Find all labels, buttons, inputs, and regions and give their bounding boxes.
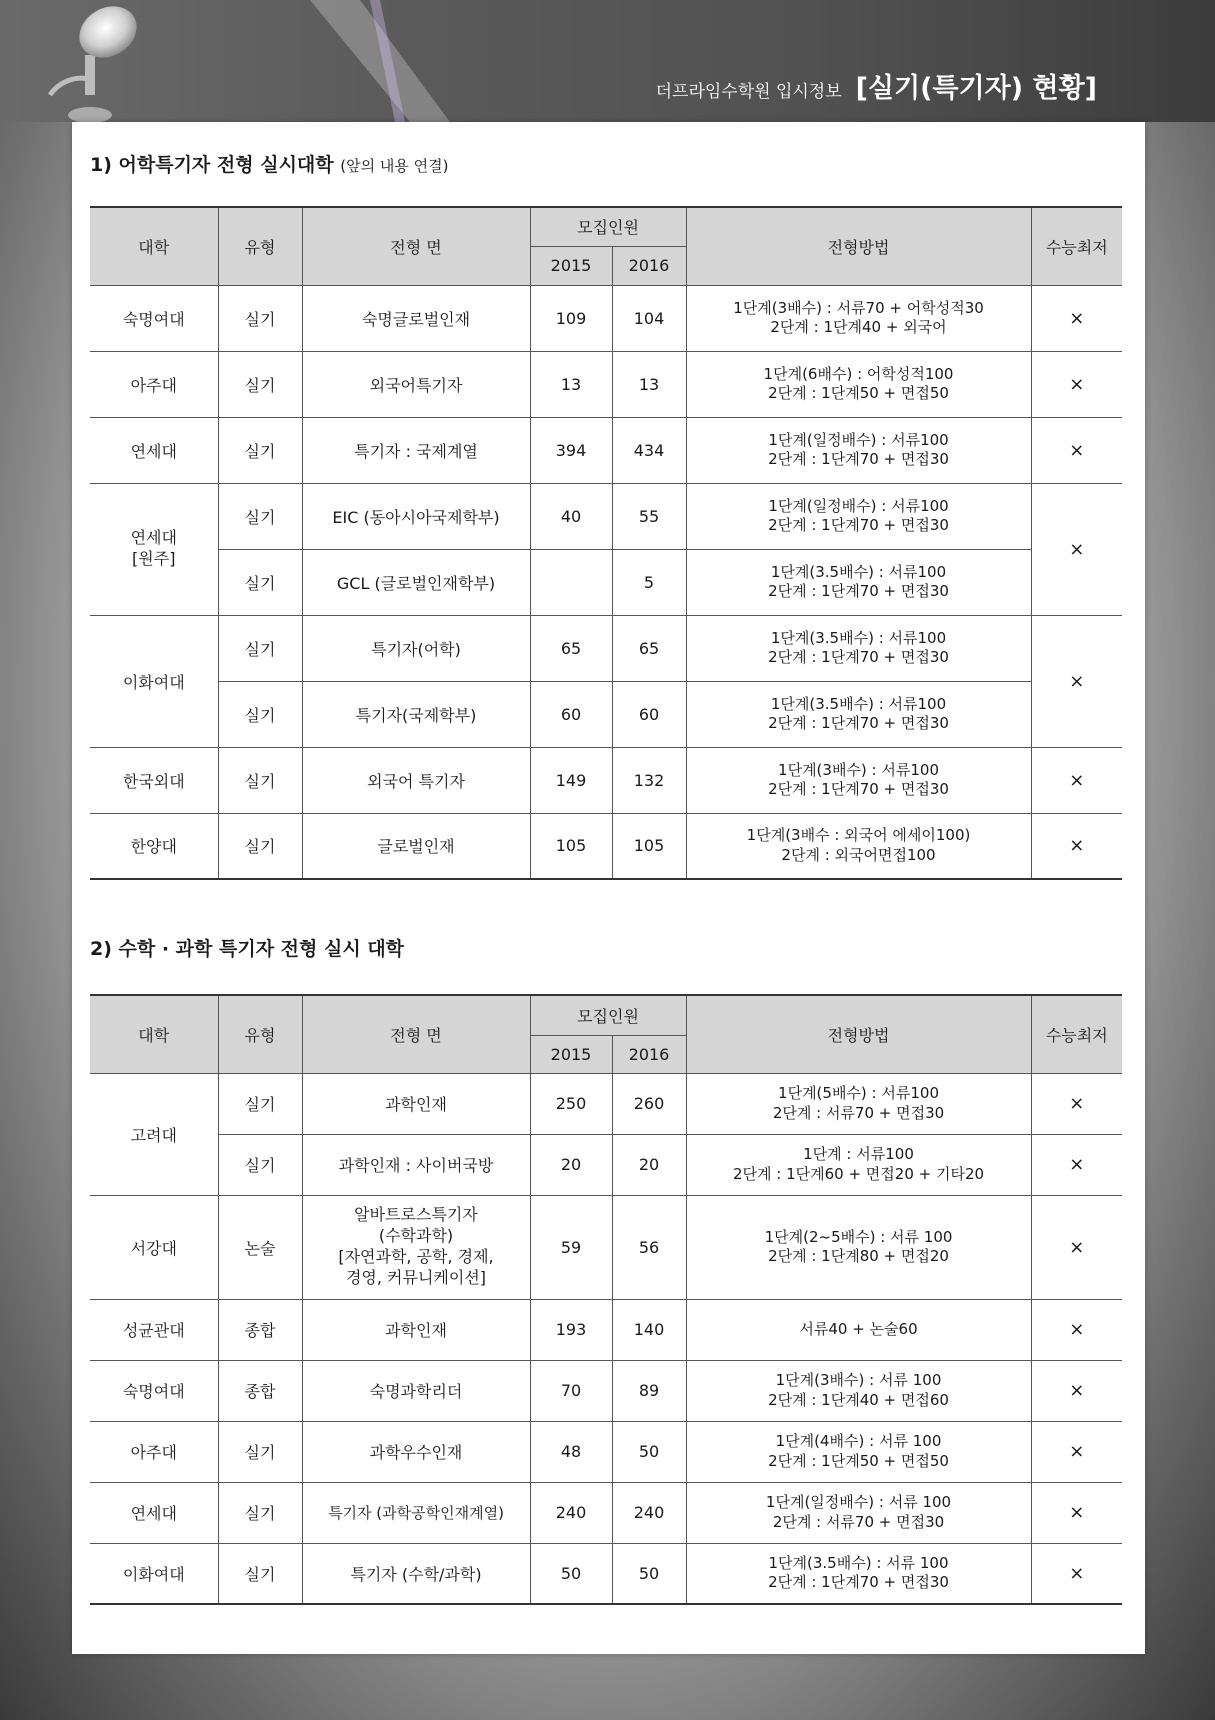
method-step1: 1단계(3.5배수) : 서류100 [770,562,947,581]
cell-2016: 13 [612,351,686,417]
header-quota: 모집인원 [530,207,686,246]
cell-type: 실기 [218,417,302,483]
method-step2: 2단계 : 1단계70 + 면접30 [768,450,949,468]
cell-2015: 50 [530,1543,612,1604]
cell-2015: 250 [530,1073,612,1134]
cell-method [686,1482,1031,1543]
cell-method [686,417,1031,483]
method-step1: 1단계(5배수) : 서류100 [778,1084,939,1102]
header-2015: 2015 [530,1035,612,1073]
method-step1: 1단계(3배수) : 서류 100 [775,1371,942,1389]
cell-method [686,1195,1031,1299]
method-step2: 2단계 : 외국어면접100 [781,845,936,864]
cell-2016: 104 [612,285,686,351]
cell-2016: 240 [612,1482,686,1543]
cell-csat: × [1031,351,1122,417]
section1-note: (앞의 내용 연결) [340,157,449,175]
cell-method [686,615,1031,681]
header-method: 전형방법 [686,995,1031,1073]
cell-method [686,549,1031,615]
method-step2: 2단계 : 1단계60 + 면접20 + 기타20 [732,1164,985,1183]
language-specialist-table [90,206,1122,880]
table-row [90,1543,1122,1604]
table-row [90,1073,1122,1134]
header-name: 전형 면 [302,995,530,1073]
table-row [90,1421,1122,1482]
cell-csat: × [1031,417,1122,483]
page-header [656,66,1097,105]
cell-2016: 260 [612,1073,686,1134]
method-step2: 2단계 : 1단계70 + 면접30 [768,582,949,600]
table-row [90,747,1122,813]
cell-method [686,351,1031,417]
cell-csat: × [1031,483,1122,615]
cell-name: 외국어 특기자 [302,747,530,813]
cell-csat: × [1031,747,1122,813]
cell-name: 특기자 (수학/과학) [302,1543,530,1604]
cell-csat: × [1031,1543,1122,1604]
cell-name: 특기자 (과학공학인재계열) [302,1482,530,1543]
cell-univ: 한양대 [90,813,218,879]
header-title: [실기(특기자) 현황] [855,73,1097,104]
cell-2015: 59 [530,1195,612,1299]
cell-univ: 아주대 [90,351,218,417]
method-step2: 2단계 : 1단계70 + 면접30 [768,1573,949,1592]
cell-type: 실기 [218,1073,302,1134]
cell-univ: 숙명여대 [90,285,218,351]
cell-univ: 성균관대 [90,1299,218,1360]
method-step2: 2단계 : 1단계50 + 면접50 [768,384,949,402]
table-row [90,615,1122,681]
header-univ: 대학 [90,207,218,285]
light-beam-decoration [310,0,450,122]
cell-2015: 13 [530,351,612,417]
cell-univ: 연세대 [90,1482,218,1543]
cell-2015: 70 [530,1360,612,1421]
cell-2016: 105 [612,813,686,879]
table-row [90,549,1122,615]
cell-method [686,747,1031,813]
cell-2016: 50 [612,1543,686,1604]
microphone-icon [30,0,140,130]
section2-title: 2) 수학 · 과학 특기자 전형 실시 대학 [90,938,405,960]
method-step1: 1단계(일정배수) : 서류 100 [765,1493,952,1511]
cell-name: 특기자(어학) [302,615,530,681]
cell-csat: × [1031,1195,1122,1299]
header-name: 전형 면 [302,207,530,285]
cell-type: 실기 [218,549,302,615]
cell-type: 논술 [218,1195,302,1299]
cell-name: 특기자(국제학부) [302,681,530,747]
cell-name: 과학우수인재 [302,1421,530,1482]
method-step2: 2단계 : 서류70 + 면접30 [772,1103,945,1122]
method-step2: 2단계 : 1단계80 + 면접20 [768,1247,949,1265]
cell-2016: 89 [612,1360,686,1421]
header-subtitle: 더프라임수학원 입시정보 [655,82,842,102]
cell-type: 실기 [218,1543,302,1604]
cell-2015: 105 [530,813,612,879]
method-step2: 2단계 : 1단계70 + 면접30 [768,714,949,732]
cell-csat: × [1031,1482,1122,1543]
table-row [90,1482,1122,1543]
method-step1: 1단계(4배수) : 서류 100 [775,1432,942,1450]
cell-univ: 연세대 [원주] [90,483,218,615]
cell-method [686,483,1031,549]
cell-name: GCL (글로벌인재학부) [302,549,530,615]
method-step1: 1단계(일정배수) : 서류100 [768,496,949,515]
cell-csat: × [1031,615,1122,747]
header-2016: 2016 [612,246,686,285]
cell-name: 숙명과학리더 [302,1360,530,1421]
cell-type: 실기 [218,483,302,549]
method-step2: 2단계 : 1단계40 + 면접60 [768,1390,949,1409]
cell-type: 실기 [218,681,302,747]
table-row [90,417,1122,483]
cell-2015: 40 [530,483,612,549]
document-paper [72,122,1145,1654]
section1-title-text: 1) 어학특기자 전형 실시대학 [90,154,334,176]
header-quota: 모집인원 [530,995,686,1035]
cell-method [686,681,1031,747]
cell-type: 실기 [218,615,302,681]
table-row [90,1299,1122,1360]
header-csat: 수능최저 [1031,995,1122,1073]
cell-type: 실기 [218,351,302,417]
table-row [90,483,1122,549]
header-2016: 2016 [612,1035,686,1073]
cell-2015: 65 [530,615,612,681]
cell-2016: 132 [612,747,686,813]
cell-csat: × [1031,285,1122,351]
cell-2015: 20 [530,1134,612,1195]
method-step1: 1단계(3.5배수) : 서류100 [770,628,947,647]
cell-type: 실기 [218,1482,302,1543]
cell-type: 종합 [218,1299,302,1360]
cell-2016: 20 [612,1134,686,1195]
cell-csat: × [1031,1134,1122,1195]
cell-name: 숙명글로벌인재 [302,285,530,351]
math-science-specialist-table [90,994,1122,1605]
cell-2016: 56 [612,1195,686,1299]
method-step2: 2단계 : 1단계40 + 외국어 [770,318,947,336]
cell-2015: 193 [530,1299,612,1360]
cell-name: 글로벌인재 [302,813,530,879]
table-row [90,1134,1122,1195]
cell-name: 외국어특기자 [302,351,530,417]
method-step1: 1단계(2~5배수) : 서류 100 [764,1227,953,1246]
method-step1: 1단계 : 서류100 [803,1145,914,1163]
table-row [90,813,1122,879]
cell-univ: 한국외대 [90,747,218,813]
cell-type: 실기 [218,813,302,879]
method-step1: 서류40 + 논술60 [799,1319,918,1338]
method-step2: 2단계 : 1단계50 + 면접50 [768,1451,949,1470]
cell-2015: 60 [530,681,612,747]
cell-name: 알바트로스특기자 (수학과학) [자연과학, 공학, 경제, 경영, 커뮤니케이션] [302,1195,530,1299]
cell-method [686,1421,1031,1482]
cell-method [686,1073,1031,1134]
cell-csat: × [1031,1421,1122,1482]
method-step1: 1단계(6배수) : 어학성적100 [763,364,954,383]
method-step1: 1단계(3.5배수) : 서류 100 [768,1553,949,1572]
header-type: 유형 [218,207,302,285]
method-step1: 1단계(3.5배수) : 서류100 [770,694,947,713]
cell-2016: 5 [612,549,686,615]
cell-type: 실기 [218,285,302,351]
cell-method [686,1360,1031,1421]
header-2015: 2015 [530,246,612,285]
cell-method [686,1134,1031,1195]
cell-method [686,285,1031,351]
header-csat: 수능최저 [1031,207,1122,285]
cell-2015: 240 [530,1482,612,1543]
cell-univ: 이화여대 [90,615,218,747]
cell-2016: 65 [612,615,686,681]
cell-type: 실기 [218,1134,302,1195]
table-row [90,1195,1122,1299]
cell-2016: 140 [612,1299,686,1360]
cell-univ: 고려대 [90,1073,218,1195]
cell-2015: 394 [530,417,612,483]
cell-csat: × [1031,1299,1122,1360]
method-step2: 2단계 : 1단계70 + 면접30 [768,780,949,798]
method-step1: 1단계(3배수) : 서류100 [778,760,939,779]
header-type: 유형 [218,995,302,1073]
method-step2: 2단계 : 1단계70 + 면접30 [768,648,949,666]
cell-2016: 55 [612,483,686,549]
cell-univ: 숙명여대 [90,1360,218,1421]
cell-2015: 149 [530,747,612,813]
cell-method [686,813,1031,879]
cell-csat: × [1031,1360,1122,1421]
cell-name: 과학인재 [302,1073,530,1134]
cell-2016: 50 [612,1421,686,1482]
table-row [90,351,1122,417]
cell-name: 과학인재 : 사이버국방 [302,1134,530,1195]
cell-method [686,1543,1031,1604]
section1-title [90,150,448,177]
cell-name: 특기자 : 국제계열 [302,417,530,483]
method-step2: 2단계 : 서류70 + 면접30 [772,1512,945,1531]
cell-univ: 아주대 [90,1421,218,1482]
cell-univ: 이화여대 [90,1543,218,1604]
cell-2015: 109 [530,285,612,351]
cell-method [686,1299,1031,1360]
cell-univ: 연세대 [90,417,218,483]
table-row [90,681,1122,747]
cell-2015: 48 [530,1421,612,1482]
cell-csat: × [1031,813,1122,879]
cell-type: 실기 [218,747,302,813]
table-row [90,1360,1122,1421]
header-univ: 대학 [90,995,218,1073]
cell-type: 종합 [218,1360,302,1421]
method-step2: 2단계 : 1단계70 + 면접30 [768,516,949,534]
method-step1: 1단계(3배수) : 서류70 + 어학성적30 [733,298,984,317]
cell-name: EIC (동아시아국제학부) [302,483,530,549]
method-step1: 1단계(3배수 : 외국어 에세이100) [746,826,971,845]
cell-csat: × [1031,1073,1122,1134]
cell-type: 실기 [218,1421,302,1482]
cell-2016: 434 [612,417,686,483]
header-method: 전형방법 [686,207,1031,285]
cell-2015 [530,549,612,615]
method-step1: 1단계(일정배수) : 서류100 [768,430,949,449]
table-row [90,285,1122,351]
cell-name: 과학인재 [302,1299,530,1360]
cell-2016: 60 [612,681,686,747]
cell-univ: 서강대 [90,1195,218,1299]
